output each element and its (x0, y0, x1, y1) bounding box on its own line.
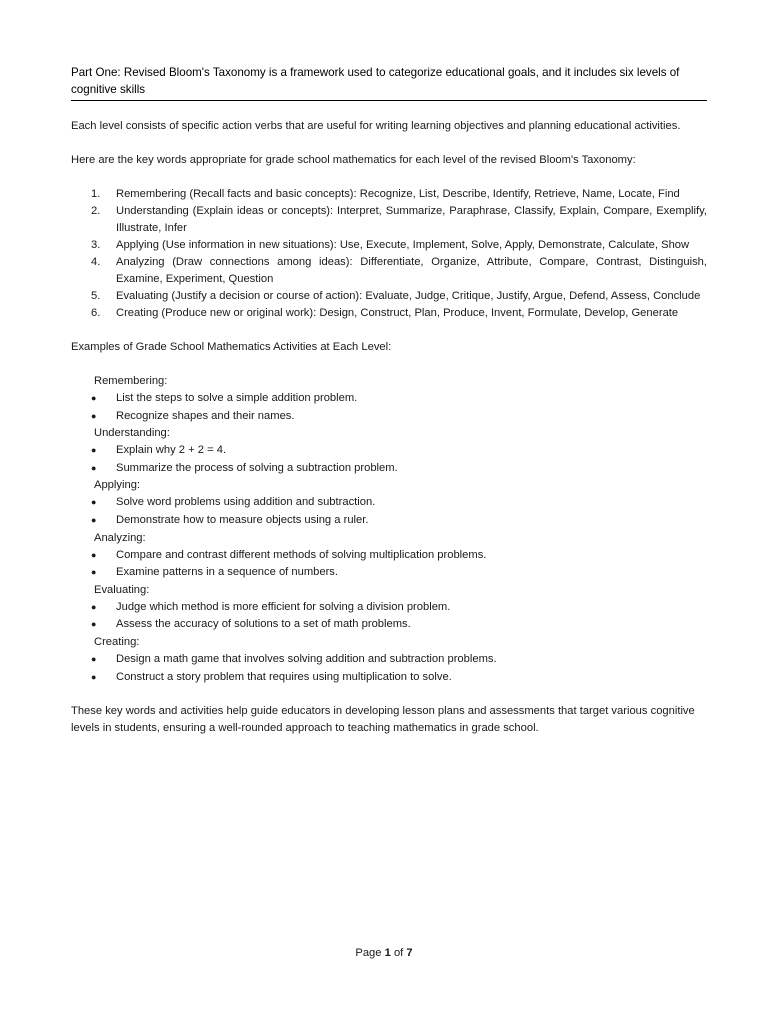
list-item (71, 669, 707, 687)
bullet-icon: ● (91, 410, 97, 421)
list-number: 2. (91, 205, 101, 217)
page-total-number: 7 (406, 947, 413, 959)
bullet-icon: ● (91, 567, 97, 578)
example-list (71, 390, 707, 425)
bullet-icon: ● (91, 497, 97, 508)
list-item-text: Solve word problems using addition and subtraction. (116, 496, 376, 509)
example-group-creating (71, 634, 707, 686)
bullet-icon: ● (91, 462, 97, 473)
list-item (71, 599, 707, 617)
example-list (71, 547, 707, 582)
list-item-text: Evaluating (Justify a decision or course of action): Evaluate, Judge, Critique, Justify, Argue, Defend, Assess, Conclude (116, 290, 701, 302)
list-item (71, 186, 707, 203)
list-item-text: Recognize shapes and their names. (116, 409, 295, 422)
list-item (71, 564, 707, 582)
example-list (71, 599, 707, 634)
list-item (71, 460, 707, 478)
list-number: 6. (91, 307, 101, 319)
example-group-applying (71, 477, 707, 529)
example-group-analyzing (71, 530, 707, 582)
list-item (71, 651, 707, 669)
bullet-icon: ● (91, 653, 97, 664)
closing-paragraph: These key words and activities help guide educators in developing lesson plans and assessments that target various cognitive levels in students, ensuring a well-rounded approach to teaching mathematics in grade school. (71, 705, 695, 735)
list-item (71, 442, 707, 460)
bullet-icon: ● (91, 601, 97, 612)
example-list (71, 494, 707, 529)
list-item-text: Judge which method is more efficient for solving a division problem. (116, 600, 451, 613)
list-number: 1. (91, 188, 101, 200)
example-group-heading: Applying: (94, 479, 141, 492)
bullet-icon: ● (91, 514, 97, 525)
examples-lead-paragraph: Examples of Grade School Mathematics Activities at Each Level: (71, 341, 392, 353)
list-item (71, 547, 707, 565)
bullet-icon: ● (91, 445, 97, 456)
bullet-icon: ● (91, 619, 97, 630)
example-group-heading: Creating: (94, 635, 140, 648)
page-current-number: 1 (384, 947, 391, 959)
document-page (71, 64, 707, 737)
list-item-text: Analyzing (Draw connections among ideas): Differentiate, Organize, Attribute, Compare, Contrast, Distinguish, Examine, Experiment, Question (116, 256, 707, 285)
page-title: Part One: Revised Bloom's Taxonomy is a framework used to categorize educational goals, and it includes six levels of cognitive skills (71, 64, 707, 101)
list-item-text: Design a math game that involves solving addition and subtraction problems. (116, 652, 497, 665)
examples-section (71, 373, 707, 686)
list-item-text: Explain why 2 + 2 = 4. (116, 444, 227, 457)
list-item (71, 203, 707, 237)
list-item (71, 616, 707, 634)
page-of-label: of (390, 947, 407, 959)
bullet-icon: ● (91, 393, 97, 403)
example-group-heading: Evaluating: (94, 583, 150, 596)
list-item (71, 305, 707, 322)
list-item-text: Construct a story problem that requires using multiplication to solve. (116, 670, 452, 683)
bullet-icon: ● (91, 671, 97, 682)
example-group-evaluating (71, 582, 707, 634)
page-label: Page (355, 947, 385, 959)
list-item-text: Assess the accuracy of solutions to a set of math problems. (116, 618, 411, 631)
list-item (71, 390, 707, 408)
keywords-lead-paragraph: Here are the key words appropriate for grade school mathematics for each level of the revised Bloom's Taxonomy: (71, 154, 636, 166)
list-item (71, 494, 707, 512)
list-item-text: Remembering (Recall facts and basic concepts): Recognize, List, Describe, Identify, Retrieve, Name, Locate, Find (116, 188, 680, 200)
list-item-text: Creating (Produce new or original work): Design, Construct, Plan, Produce, Invent, Formulate, Develop, Generate (116, 307, 679, 319)
list-item-text: Compare and contrast different methods of solving multiplication problems. (116, 548, 487, 561)
list-item (71, 254, 707, 288)
list-number: 3. (91, 239, 101, 251)
example-group-remembering (71, 373, 707, 425)
example-group-heading: Understanding: (94, 427, 170, 440)
page-footer (0, 945, 768, 962)
example-group-heading: Analyzing: (94, 531, 146, 544)
list-item-text: List the steps to solve a simple addition problem. (116, 392, 358, 404)
example-list (71, 651, 707, 686)
bullet-icon: ● (91, 549, 97, 560)
list-item-text: Demonstrate how to measure objects using a ruler. (116, 513, 369, 526)
list-number: 4. (91, 256, 101, 268)
list-item (71, 512, 707, 530)
levels-list (71, 186, 707, 322)
list-number: 5. (91, 290, 101, 302)
list-item-text: Applying (Use information in new situations): Use, Execute, Implement, Solve, Apply, Demonstrate, Calculate, Show (116, 239, 690, 251)
example-list (71, 442, 707, 477)
list-item (71, 288, 707, 305)
list-item (71, 237, 707, 254)
example-group-heading: Remembering: (94, 375, 168, 387)
intro-paragraph: Each level consists of specific action verbs that are useful for writing learning objectives and planning educational activities. (71, 120, 681, 132)
list-item (71, 408, 707, 426)
list-item-text: Summarize the process of solving a subtraction problem. (116, 461, 398, 474)
list-item-text: Examine patterns in a sequence of numbers. (116, 566, 339, 579)
example-group-understanding (71, 425, 707, 477)
list-item-text: Understanding (Explain ideas or concepts): Interpret, Summarize, Paraphrase, Classify, Explain, Compare, Exemplify, Illustrate, Infer (116, 205, 707, 234)
